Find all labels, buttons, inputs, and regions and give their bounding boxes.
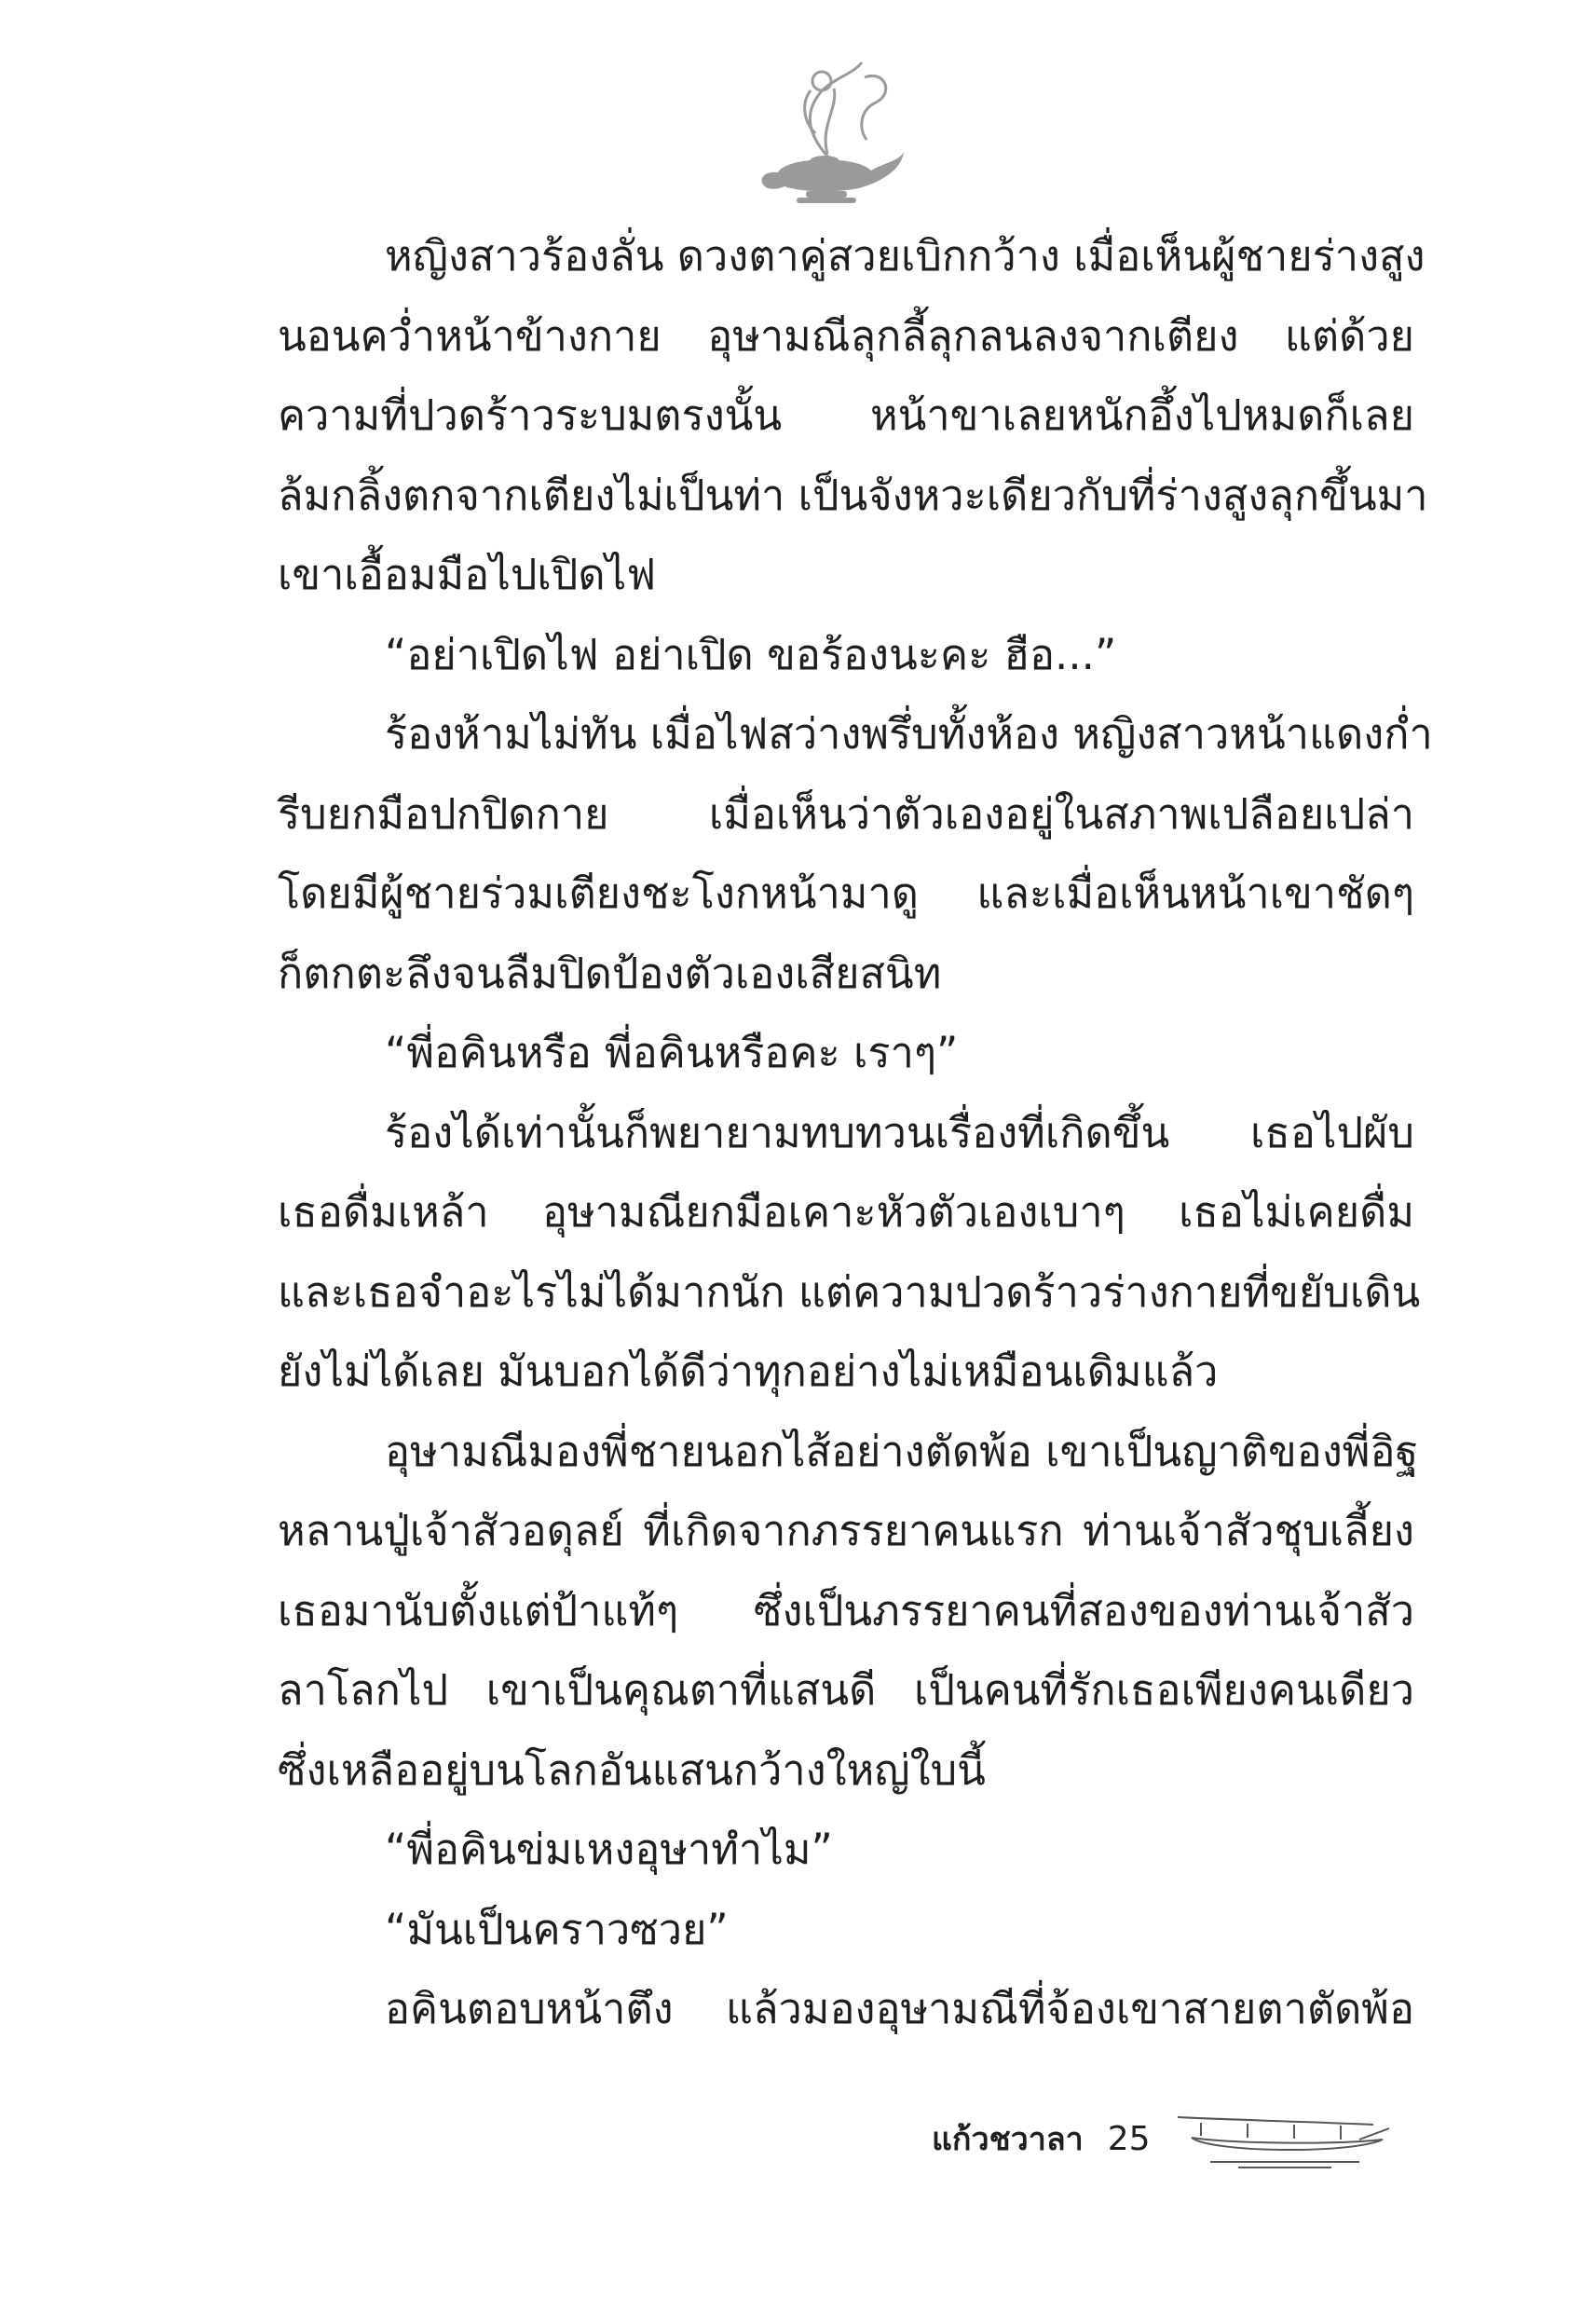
text-line: ร้องได้เท่านั้นก็พยายามทบทวนเรื่องที่เกิดขึ้น เธอไปผับ — [385, 1107, 1414, 1157]
paragraph-9 — [278, 1969, 1414, 2049]
text-line: ยังไม่ได้เลย มันบอกได้ดีว่าทุกอย่างไม่เหมือนเดิมแล้ว — [278, 1347, 1219, 1396]
text-line: หลานปู่เจ้าสัวอดุลย์ ที่เกิดจากภรรยาคนแรก ท่านเจ้าสัวชุบเลี้ยง — [278, 1506, 1414, 1555]
text-line: อคินตอบหน้าตึง แล้วมองอุษามณีที่จ้องเขาสายตาตัดพ้อ — [385, 1984, 1414, 2033]
paragraph-4 — [278, 1013, 1414, 1093]
body-text — [278, 216, 1433, 2049]
text-line: อุษามณีมองพี่ชายนอกไส้อย่างตัดพ้อ เขาเป็นญาติของพี่อิฐ — [385, 1426, 1419, 1476]
paragraph-5 — [278, 1093, 1421, 1412]
paragraph-7 — [278, 1810, 1414, 1890]
text-line: ซึ่งเหลืออยู่บนโลกอันแสนกว้างใหญ่ใบนี้ — [278, 1744, 986, 1795]
text-line: “พี่อคินหรือ พี่อคินหรือคะ เราๆ” — [385, 1028, 959, 1077]
text-line: รีบยกมือปกปิดกาย เมื่อเห็นว่าตัวเองอยู่ในสภาพเปลือยเปล่า — [278, 788, 1414, 839]
text-line: “อย่าเปิดไฟ อย่าเปิด ขอร้องนะคะ ฮือ...” — [385, 629, 1117, 679]
genie-lamp-icon — [745, 51, 913, 210]
book-title: แก้วชวาลา — [932, 2121, 1084, 2158]
text-line: เธอมานับตั้งแต่ป้าแท้ๆ ซึ่งเป็นภรรยาคนที่สองของท่านเจ้าสัว — [278, 1585, 1414, 1635]
text-line: เธอดื่มเหล้า อุษามณียกมือเคาะหัวตัวเองเบาๆ เธอไม่เคยดื่ม — [278, 1187, 1414, 1237]
paragraph-3 — [278, 694, 1433, 1013]
text-line: และเธอจำอะไรไม่ได้มากนัก แต่ความปวดร้าวร่างกายที่ขยับเดิน — [278, 1266, 1421, 1317]
text-line: “มันเป็นคราวซวย” — [385, 1904, 729, 1954]
page-footer — [932, 2106, 1397, 2171]
paragraph-2 — [278, 615, 1414, 695]
text-line: หญิงสาวร้องลั่น ดวงตาคู่สวยเบิกกว้าง เมื่อเห็นผู้ชายร่างสูง — [385, 231, 1425, 280]
text-line: ความที่ปวดร้าวระบมตรงนั้น หน้าขาเลยหนักอึ้งไปหมดก็เลย — [278, 390, 1414, 440]
text-line: ก็ตกตะลึงจนลืมปิดป้องตัวเองเสียสนิท — [278, 948, 942, 998]
page-number: 25 — [1107, 2119, 1151, 2158]
paragraph-6 — [278, 1412, 1419, 1811]
text-line: ลาโลกไป เขาเป็นคุณตาที่แสนดี เป็นคนที่รักเธอเพียงคนเดียว — [278, 1665, 1414, 1715]
text-line: เขาเอื้อมมือไปเปิดไฟ — [278, 550, 657, 599]
text-line: นอนคว่ำหน้าข้างกาย อุษามณีลุกลี้ลุกลนลงจากเตียง แต่ด้วย — [278, 310, 1414, 361]
paragraph-8 — [278, 1890, 1414, 1970]
paragraph-1 — [278, 216, 1428, 615]
text-line: ร้องห้ามไม่ทัน เมื่อไฟสว่างพรึ่บทั้งห้อง หญิงสาวหน้าแดงก่ำ — [385, 709, 1433, 759]
longtail-boat-icon — [1173, 2106, 1397, 2171]
text-line: โดยมีผู้ชายร่วมเตียงชะโงกหน้ามาดู และเมื่อเห็นหน้าเขาชัดๆ — [278, 868, 1414, 918]
text-line: “พี่อคินข่มเหงอุษาทำไม” — [385, 1825, 833, 1874]
text-line: ล้มกลิ้งตกจากเตียงไม่เป็นท่า เป็นจังหวะเดียวกับที่ร่างสูงลุกขึ้นมา — [278, 470, 1428, 520]
